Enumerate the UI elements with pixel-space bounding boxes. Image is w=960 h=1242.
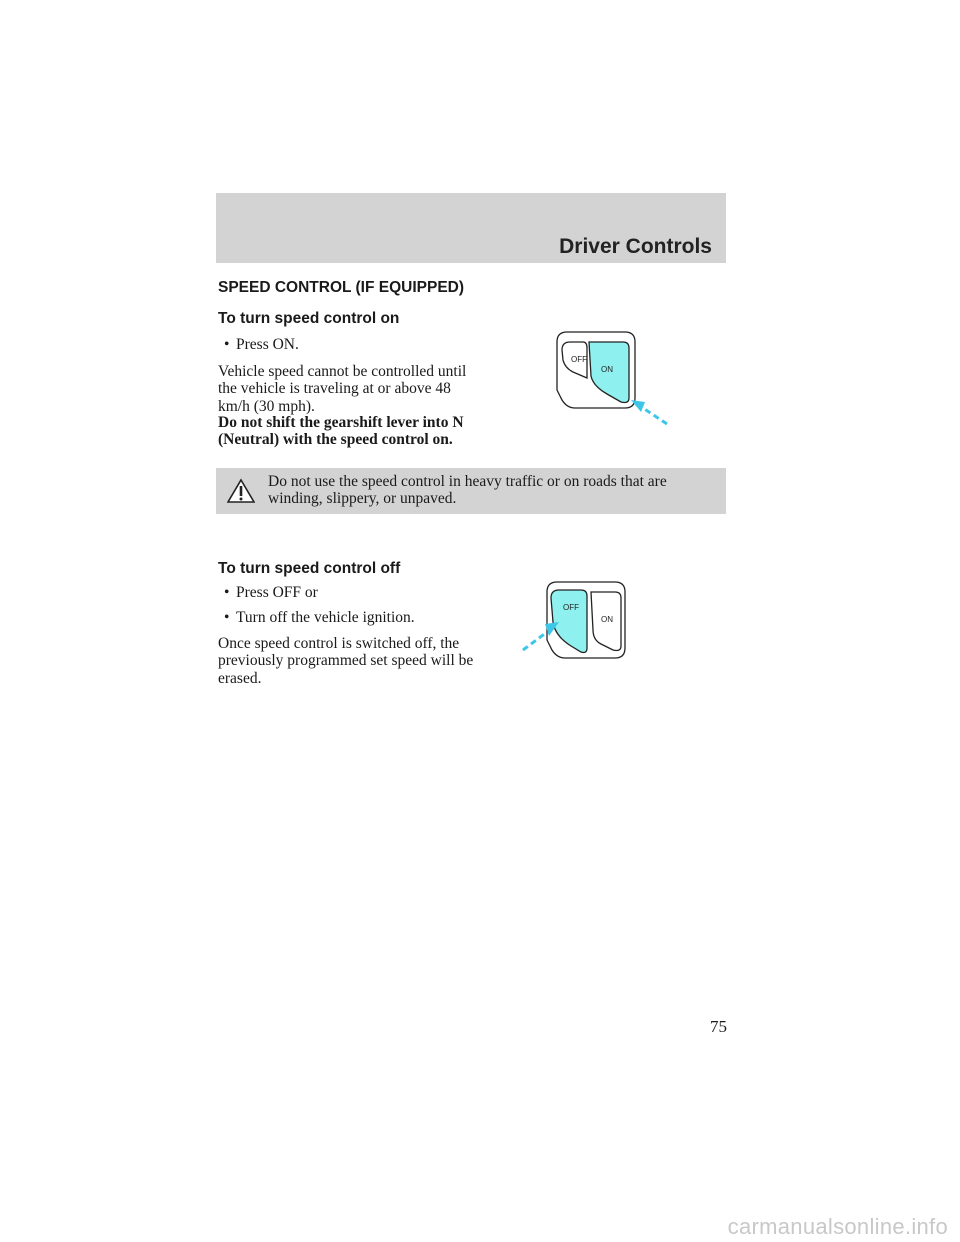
- warning-box: [216, 468, 726, 514]
- pointer-arrow-line: [523, 632, 547, 650]
- bullet-icon: •: [224, 584, 230, 601]
- list-item-text: Press OFF or: [236, 584, 318, 601]
- list-item-text: Press ON.: [236, 336, 299, 353]
- turn-on-paragraph: Vehicle speed cannot be controlled until the vehicle is traveling at or above 48 km/h (30 mph).: [218, 363, 467, 415]
- list-item: [224, 609, 415, 627]
- speed-control-on-figure: [545, 320, 675, 430]
- warning-triangle-icon: [227, 478, 255, 504]
- list-item-text: Turn off the vehicle ignition.: [236, 609, 415, 626]
- off-label: OFF: [571, 355, 587, 364]
- turn-on-bold-paragraph: Do not shift the gearshift lever into N (Neutral) with the speed control on.: [218, 414, 464, 449]
- header-band: [216, 193, 726, 263]
- turn-off-paragraph: Once speed control is switched off, the previously programmed set speed will be erased.: [218, 635, 474, 687]
- watermark: [0, 1212, 960, 1242]
- turn-on-heading: To turn speed control on: [218, 310, 400, 327]
- on-label: ON: [601, 365, 613, 374]
- arrow-icon: [631, 400, 645, 412]
- bullet-icon: •: [224, 609, 230, 626]
- page-header-title: Driver Controls: [559, 235, 712, 258]
- speed-control-off-figure: [515, 570, 645, 680]
- watermark-text[interactable]: carmanualsonline.info: [727, 1214, 948, 1239]
- bullet-icon: •: [224, 336, 230, 353]
- on-label: ON: [601, 615, 613, 624]
- warning-text: Do not use the speed control in heavy traffic or on roads that are winding, slippery, or unpaved.: [268, 473, 667, 508]
- section-title: SPEED CONTROL (IF EQUIPPED): [218, 279, 465, 296]
- list-item: [224, 336, 299, 354]
- page-number: 75: [710, 1017, 727, 1036]
- pointer-arrow-line: [643, 408, 667, 424]
- off-label: OFF: [563, 603, 579, 612]
- turn-off-heading: To turn speed control off: [218, 560, 401, 577]
- list-item: [224, 584, 318, 602]
